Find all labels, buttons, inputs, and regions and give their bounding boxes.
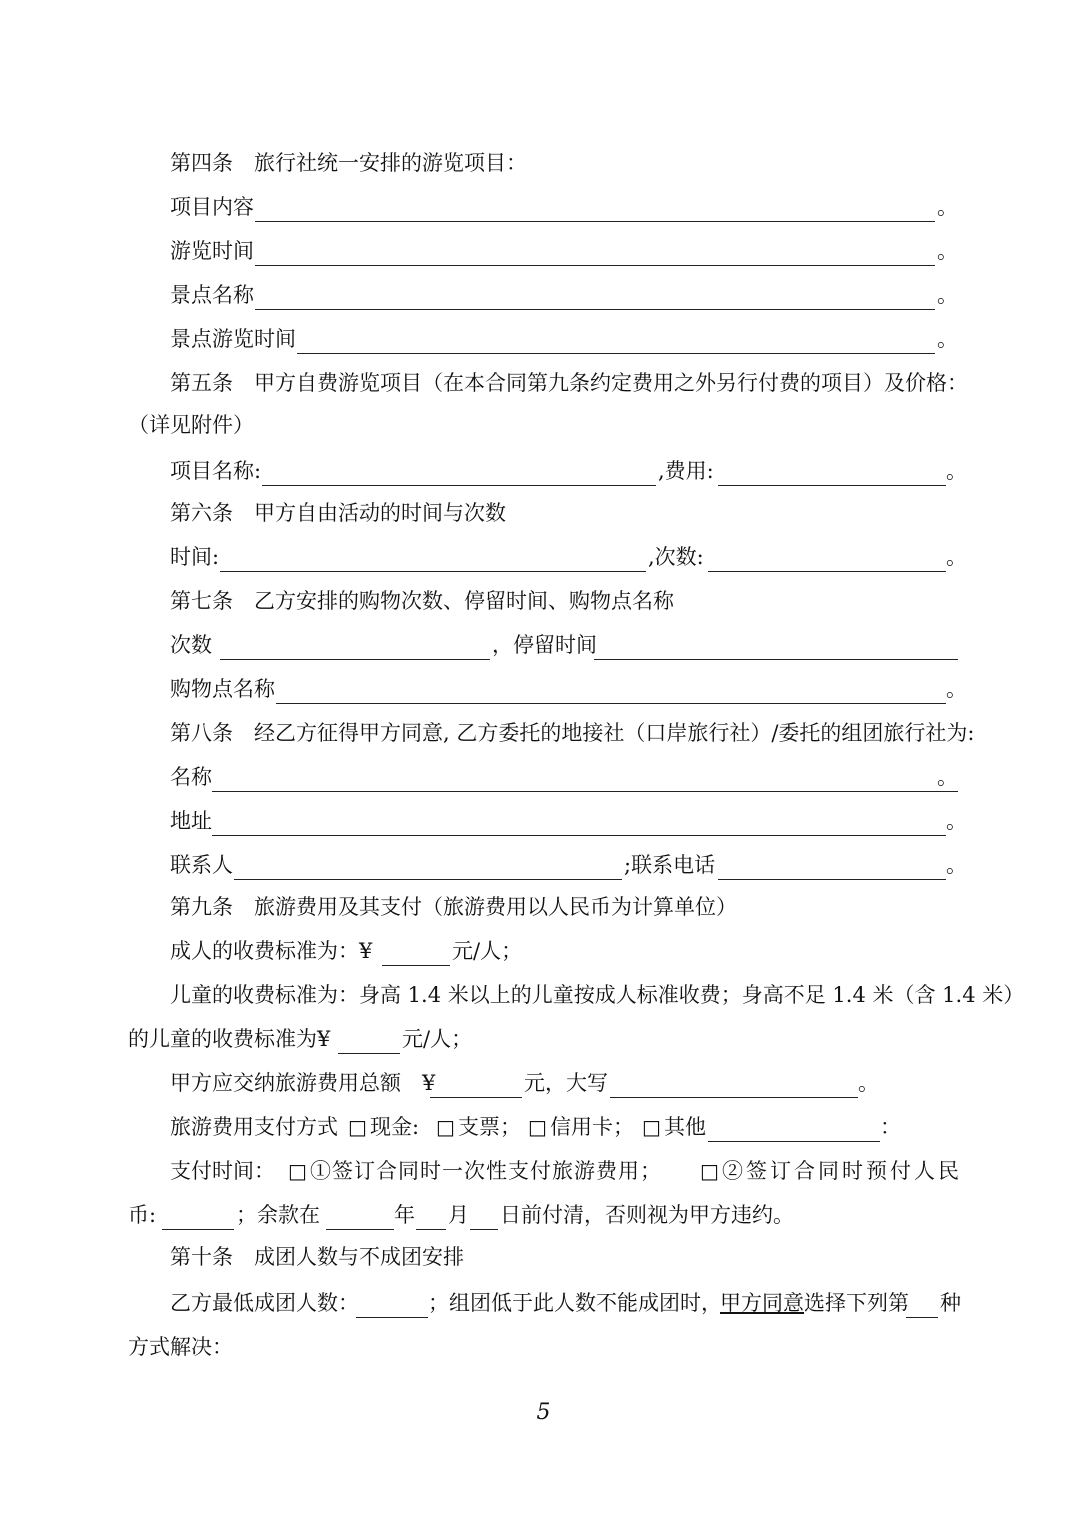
agree-text: 甲方同意 <box>720 1291 804 1315</box>
option-2-checkbox[interactable]: □ <box>700 1159 719 1183</box>
other-blank[interactable] <box>708 1112 880 1142</box>
article-10-title: 第十条 成团人数与不成团安排 <box>170 1245 464 1269</box>
total-fee-row <box>0 1068 1087 1098</box>
payment-time-row <box>0 1156 1087 1186</box>
period: 。 <box>946 459 967 483</box>
count-label: ,次数: <box>648 545 704 569</box>
cash-checkbox[interactable]: □ <box>348 1115 367 1139</box>
other-label: 其他 <box>664 1115 706 1139</box>
payment-time-label: 支付时间： <box>170 1159 275 1183</box>
shopping-row <box>0 630 1087 660</box>
article-5-cont <box>0 410 1087 440</box>
fee-label: ,费用: <box>658 459 714 483</box>
cash-label: 现金: <box>370 1115 420 1139</box>
solve-text: 方式解决： <box>128 1335 233 1359</box>
period: 。 <box>946 677 967 701</box>
article-8-heading <box>0 718 1087 748</box>
year-blank[interactable] <box>326 1200 394 1230</box>
tour-time-label: 游览时间 <box>170 239 254 263</box>
page-number: 5 <box>536 1400 551 1425</box>
min-group-row <box>0 1288 1087 1318</box>
fee-blank[interactable] <box>718 456 946 486</box>
period: 。 <box>946 809 967 833</box>
agency-address-row <box>0 806 1087 836</box>
adult-fee-row <box>0 936 1087 966</box>
month-blank[interactable] <box>416 1200 446 1230</box>
cheque-label: 支票； <box>458 1115 521 1139</box>
adult-fee-label: 成人的收费标准为：¥ <box>170 939 373 963</box>
agency-name-blank[interactable] <box>212 762 958 792</box>
phone-label: ;联系电话 <box>624 853 716 877</box>
colon: ： <box>880 1115 901 1139</box>
article-5-title: 第五条 甲方自费游览项目（在本合同第九条约定费用之外另行付费的项目）及价格： <box>170 371 968 395</box>
child-fee-row <box>0 980 1087 1010</box>
tour-time-blank[interactable] <box>255 236 935 266</box>
article-9-title: 第九条 旅游费用及其支付（旅游费用以人民币为计算单位） <box>170 895 737 919</box>
free-time-blank[interactable] <box>220 542 646 572</box>
contact-blank[interactable] <box>234 850 622 880</box>
period: 。 <box>937 283 958 307</box>
article-7-heading <box>0 586 1087 616</box>
spot-time-blank[interactable] <box>297 324 935 354</box>
shopping-count-label: 次数 <box>170 633 212 657</box>
year-label: 年 <box>394 1203 415 1227</box>
article-4-title: 第四条 旅行社统一安排的游览项目： <box>170 151 527 175</box>
option-number-blank[interactable] <box>906 1288 938 1318</box>
child-fee-label: 的儿童的收费标准为¥ <box>128 1027 331 1051</box>
agency-contact-row <box>0 850 1087 880</box>
article-7-title: 第七条 乙方安排的购物次数、停留时间、购物点名称 <box>170 589 674 613</box>
currency-label: 币: <box>128 1203 157 1227</box>
see-attachment: （详见附件） <box>128 413 254 437</box>
kind-label: 种 <box>940 1291 961 1315</box>
article-9-heading <box>0 892 1087 922</box>
choose-text: 选择下列第 <box>804 1291 909 1315</box>
article-4-heading <box>0 148 1087 178</box>
spot-name-label: 景点名称 <box>170 283 254 307</box>
time-label: 时间: <box>170 545 220 569</box>
free-activity-row <box>0 542 1087 572</box>
child-fee-text: 儿童的收费标准为：身高 1.4 米以上的儿童按成人标准收费；身高不足 1.4 米（含 1.4 米） <box>170 983 1025 1007</box>
article-8-title: 第八条 经乙方征得甲方同意, 乙方委托的地接社（口岸旅行社）/委托的组团旅行社为: <box>170 721 975 745</box>
tour-time-row <box>0 236 1087 266</box>
period: 。 <box>946 545 967 569</box>
child-fee-blank[interactable] <box>338 1024 400 1054</box>
stay-time-blank[interactable] <box>594 630 958 660</box>
extra-item-row <box>0 456 1087 486</box>
total-fee-blank[interactable] <box>430 1068 522 1098</box>
child-fee-unit: 元/人； <box>402 1027 473 1051</box>
day-blank[interactable] <box>470 1200 498 1230</box>
item-content-row <box>0 192 1087 222</box>
card-checkbox[interactable]: □ <box>528 1115 547 1139</box>
balance-row <box>0 1200 1087 1230</box>
balance-label: ；余款在 <box>236 1203 320 1227</box>
min-group-blank[interactable] <box>356 1288 428 1318</box>
extra-item-blank[interactable] <box>262 456 656 486</box>
adult-fee-blank[interactable] <box>382 936 450 966</box>
payment-method-label: 旅游费用支付方式 <box>170 1115 338 1139</box>
adult-fee-unit: 元/人； <box>452 939 523 963</box>
other-checkbox[interactable]: □ <box>642 1115 661 1139</box>
free-count-blank[interactable] <box>708 542 946 572</box>
agency-name-label: 名称 <box>170 765 212 789</box>
min-group-label: 乙方最低成团人数： <box>170 1291 359 1315</box>
spot-time-label: 景点游览时间 <box>170 327 296 351</box>
card-label: 信用卡； <box>550 1115 634 1139</box>
contact-label: 联系人 <box>170 853 233 877</box>
period: 。 <box>858 1071 879 1095</box>
period: 。 <box>937 327 958 351</box>
article-5-heading <box>0 368 1087 398</box>
period: 。 <box>937 195 958 219</box>
stay-time-label: ，停留时间 <box>492 633 597 657</box>
option-1-checkbox[interactable]: □ <box>288 1159 307 1183</box>
phone-blank[interactable] <box>718 850 946 880</box>
shop-name-label: 购物点名称 <box>170 677 275 701</box>
shop-name-blank[interactable] <box>276 674 946 704</box>
period: 。 <box>937 765 958 789</box>
period: 。 <box>946 853 967 877</box>
article-10-heading <box>0 1242 1087 1272</box>
article-6-heading <box>0 498 1087 528</box>
agency-name-row <box>0 762 1087 792</box>
min-group-text: ；组团低于此人数不能成团时， <box>428 1291 722 1315</box>
child-fee-row-2 <box>0 1024 1087 1054</box>
extra-item-label: 项目名称: <box>170 459 262 483</box>
solve-row <box>0 1332 1087 1362</box>
payment-method-row <box>0 1112 1087 1142</box>
period: 。 <box>937 239 958 263</box>
total-fee-label: 甲方应交纳旅游费用总额 ¥ <box>170 1071 436 1095</box>
total-uppercase-blank[interactable] <box>610 1068 858 1098</box>
item-content-blank[interactable] <box>255 192 935 222</box>
shopping-count-blank[interactable] <box>220 630 490 660</box>
month-label: 月 <box>448 1203 469 1227</box>
cheque-checkbox[interactable]: □ <box>436 1115 455 1139</box>
agency-address-label: 地址 <box>170 809 212 833</box>
day-label: 日前付清，否则视为甲方违约。 <box>500 1203 794 1227</box>
item-content-label: 项目内容 <box>170 195 254 219</box>
spot-name-row <box>0 280 1087 310</box>
prepay-blank[interactable] <box>162 1200 234 1230</box>
article-6-title: 第六条 甲方自由活动的时间与次数 <box>170 501 506 525</box>
agency-address-blank[interactable] <box>212 806 946 836</box>
option-1-label: ①签订合同时一次性支付旅游费用； <box>310 1159 662 1183</box>
spot-time-row <box>0 324 1087 354</box>
shop-name-row <box>0 674 1087 704</box>
total-uppercase-label: 元，大写 <box>524 1071 608 1095</box>
option-2-label: ②签订合同时预付人民 <box>722 1159 962 1183</box>
spot-name-blank[interactable] <box>255 280 935 310</box>
